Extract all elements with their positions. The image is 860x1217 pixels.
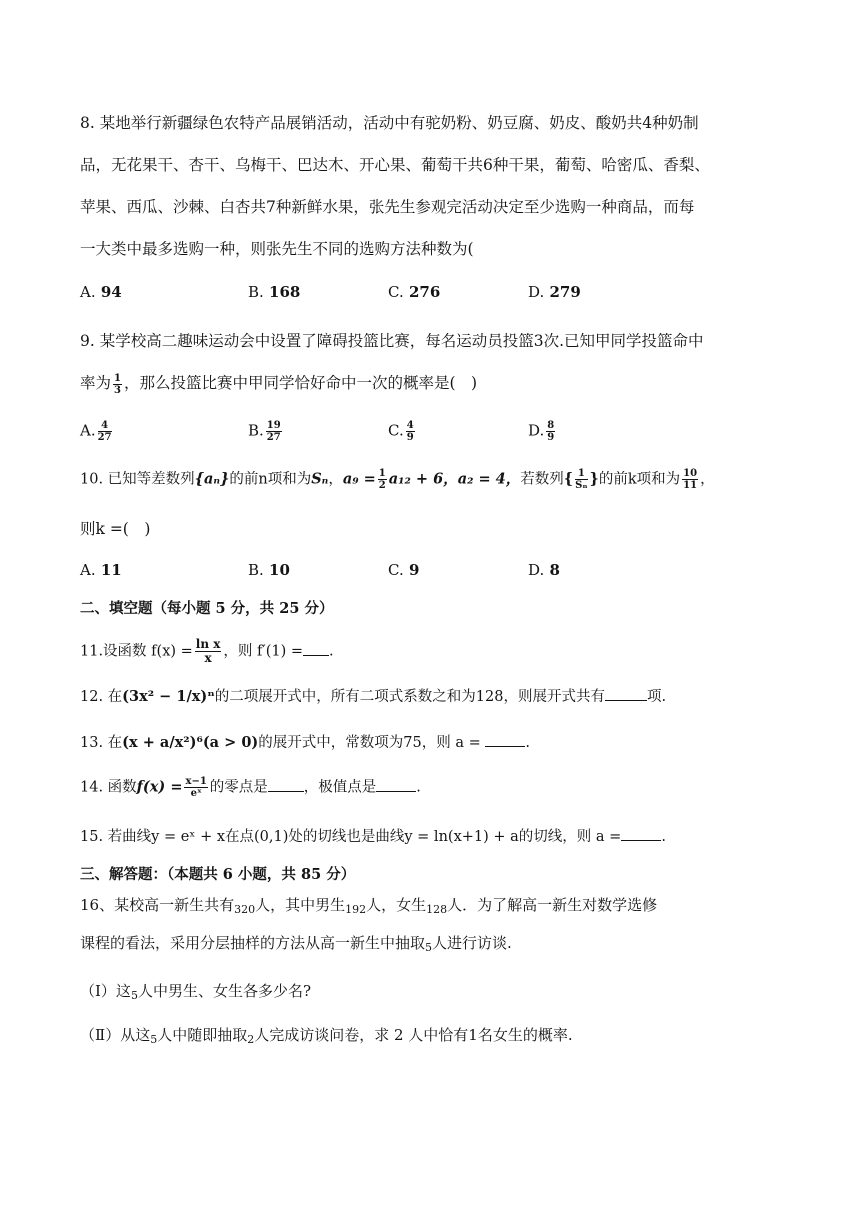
- q16-text-b: 人，其中男生: [255, 896, 346, 914]
- q9-option-d[interactable]: D. $\frac{8}{9}$: [528, 420, 555, 443]
- q16-part1-a: （Ⅰ）这: [80, 982, 131, 1000]
- q10-option-a[interactable]: A. 11: [80, 561, 122, 579]
- q10-option-b[interactable]: B. 10: [248, 561, 290, 579]
- q8-option-b[interactable]: B. 168: [248, 283, 301, 301]
- q8-line-1: 8. 某地举行新疆绿色农特产品展销活动，活动中有驼奶粉、奶豆腐、奶皮、酸奶共4种奶制: [80, 114, 699, 132]
- q11-text-post: ，则 f′(1) =: [223, 643, 303, 660]
- q16-part1-b: 人中男生、女生各多少名?: [137, 982, 311, 1000]
- q10-sum-fraction: $\frac{10}{11}$: [683, 468, 698, 491]
- q14-line: [80, 776, 710, 799]
- q12-text-post: 的二项展开式中，所有二项式系数之和为128，则展开式共有: [214, 689, 605, 705]
- q9-option-a[interactable]: A. $\frac{4}{27}$: [80, 420, 112, 443]
- q16-sample-size: 5: [425, 941, 433, 954]
- q16-boys: 192: [345, 903, 367, 916]
- q13-text-post: 的展开式中，常数项为75，则 a =: [258, 735, 481, 751]
- q14-zero-blank[interactable]: [268, 777, 304, 792]
- section-2-heading: 二、填空题（每小题 5 分，共 25 分）: [80, 600, 334, 617]
- q8-option-a[interactable]: A. 94: [80, 283, 122, 301]
- q9-text-pre: 率为: [80, 374, 112, 392]
- q9-text-post: ，那么投篮比赛中甲同学恰好命中一次的概率是( ): [123, 374, 478, 392]
- q16-text-d: 人．为了解高一新生对数学选修: [447, 896, 658, 914]
- q16-text-a: 16、某校高一新生共有: [80, 896, 235, 914]
- q14-function: f(x) =: [136, 778, 183, 796]
- q10-option-d[interactable]: D. 8: [528, 561, 560, 579]
- q16-text-c: 人，女生: [366, 896, 427, 914]
- q16-part2-b: 人中随即抽取: [157, 1026, 248, 1044]
- q8-options: [80, 283, 700, 307]
- q10-line-2: 则k =( ): [80, 520, 151, 538]
- q14-tail: .: [416, 779, 421, 796]
- q9-line-2: [80, 372, 710, 396]
- q15-tail: .: [661, 829, 666, 845]
- q15-line: [80, 826, 710, 848]
- q11-line: [80, 638, 710, 665]
- q10-eq2: a₂ = 4，: [457, 470, 521, 488]
- q16-line2-b: 人进行访谈.: [432, 934, 512, 952]
- q16-part-1: [80, 980, 710, 1007]
- q13-expression: (x + a/x²)⁶(a > 0): [122, 734, 259, 751]
- q16-girls: 128: [426, 903, 448, 916]
- q13-line: [80, 732, 710, 754]
- q10-half-fraction: $\frac{1}{2}$: [378, 468, 386, 491]
- q13-answer-blank[interactable]: [485, 732, 525, 747]
- q13-tail: .: [525, 735, 530, 751]
- q12-text-pre: 12. 在: [80, 689, 123, 705]
- q16-line-2: [80, 932, 710, 959]
- q10-reciprocal-fraction: $\frac{1}{\text{Sₙ}}$: [575, 468, 588, 491]
- q16-part2-num2: 2: [247, 1033, 255, 1046]
- q10-option-c[interactable]: C. 9: [388, 561, 420, 579]
- q11-fraction: $\frac{\text{ln x}}{x}$: [195, 637, 221, 665]
- q10-line-1: 10. 已知等差数列{aₙ}的前n项和为Sₙ，a₉ = $\frac{1}{2}$ a₁₂ + 6，a₂ = 4，若数列{ $\frac{1}{\text{Sₙ}}$ }的前k项和为 $\frac{10}{11}$ ，: [80, 468, 715, 491]
- q10-text-5: 的前k项和为: [598, 471, 681, 488]
- q8-line-4: 一大类中最多选购一种，则张先生不同的选购方法种数为(: [80, 240, 474, 258]
- q10-eq1-post: a₁₂ + 6，: [388, 470, 458, 488]
- section-3-heading: 三、解答题：（本题共 6 小题，共 85 分）: [80, 866, 356, 883]
- q12-expression: (3x² − 1/x)ⁿ: [122, 688, 215, 705]
- q14-text-post: 的零点是: [209, 779, 268, 796]
- q16-total: 320: [234, 903, 256, 916]
- q11-tail: .: [329, 643, 334, 660]
- q12-line: [80, 686, 710, 708]
- q9-options: [80, 420, 700, 450]
- q8-line-3: 苹果、西瓜、沙棘、白杏共7种新鲜水果，张先生参观完活动决定至少选购一种商品，而每: [80, 198, 695, 216]
- q10-sequence: {aₙ}: [194, 470, 230, 488]
- q12-tail: 项.: [646, 689, 667, 705]
- q9-option-c[interactable]: C. $\frac{4}{9}$: [388, 420, 414, 443]
- q16-line-1: [80, 894, 710, 921]
- q16-part2-a: （Ⅱ）从这: [80, 1026, 151, 1044]
- q10-sn: Sₙ: [311, 470, 329, 488]
- q16-part2-num1: 5: [150, 1033, 158, 1046]
- q10-options: [80, 561, 700, 585]
- q12-answer-blank[interactable]: [605, 686, 647, 701]
- q13-text-pre: 13. 在: [80, 735, 123, 751]
- q14-text-mid: ，极值点是: [303, 779, 377, 796]
- q10-eq1-pre: a₉ =: [342, 470, 376, 488]
- q15-text: 15. 若曲线y = eˣ + x在点(0,1)处的切线也是曲线y = ln(x+1) + a的切线，则 a =: [80, 829, 622, 845]
- q16-part2-c: 人完成访谈问卷，求 2 人中恰有1名女生的概率.: [254, 1026, 573, 1044]
- q10-text-6: ，: [700, 471, 715, 488]
- q11-text-pre: 11.设函数 f(x) =: [80, 643, 193, 660]
- q10-text-3: ，: [328, 471, 343, 488]
- q10-text-4: 若数列: [520, 471, 564, 488]
- q10-text-2: 的前n项和为: [229, 471, 312, 488]
- q9-rate-fraction: $\frac{1}{3}$: [114, 372, 121, 396]
- q8-line-2: 品，无花果干、杏干、乌梅干、巴达木、开心果、葡萄干共6种干果，葡萄、哈密瓜、香梨、: [80, 156, 710, 174]
- q16-part1-num: 5: [130, 989, 138, 1002]
- q16-part-2: [80, 1024, 710, 1051]
- q11-answer-blank[interactable]: [303, 641, 329, 656]
- q8-option-d[interactable]: D. 279: [528, 283, 581, 301]
- q9-option-b[interactable]: B. $\frac{19}{27}$: [248, 420, 281, 443]
- q14-fraction: $\frac{x-1}{\text{eˣ}}$: [185, 776, 207, 799]
- q9-line-1: 9. 某学校高二趣味运动会中设置了障碍投篮比赛，每名运动员投篮3次.已知甲同学投篮命中: [80, 332, 704, 350]
- q15-answer-blank[interactable]: [621, 826, 661, 841]
- q16-line2-a: 课程的看法，采用分层抽样的方法从高一新生中抽取: [80, 934, 426, 952]
- q8-option-c[interactable]: C. 276: [388, 283, 441, 301]
- q10-text-1: 10. 已知等差数列: [80, 471, 195, 488]
- q14-extremum-blank[interactable]: [376, 777, 416, 792]
- q14-text-pre: 14. 函数: [80, 779, 137, 796]
